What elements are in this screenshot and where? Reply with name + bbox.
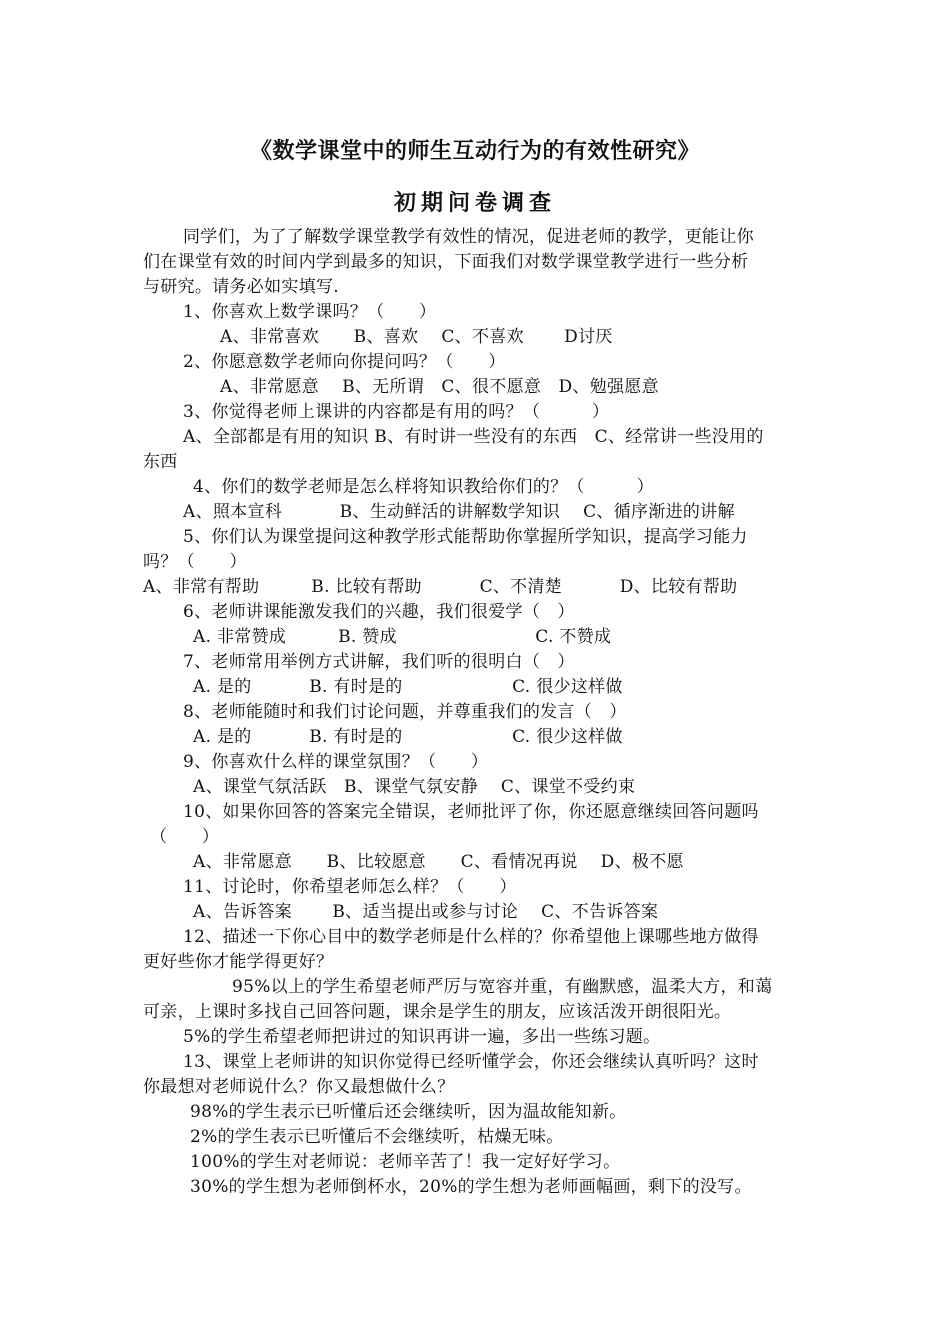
answer-line: 2%的学生表示已听懂后不会继续听，枯燥无味。 — [190, 1127, 564, 1147]
option-line: A、非常愿意 B、比较愿意 C、看情况再说 D、极不愿 — [193, 852, 684, 872]
option-line: A、非常有帮助 B. 比较有帮助 C、不清楚 D、比较有帮助 — [143, 577, 738, 597]
intro-line: 与研究。请务必如实填写. — [143, 277, 340, 297]
answer-line: 5%的学生希望老师把讲过的知识再讲一遍，多出一些练习题。 — [183, 1027, 661, 1047]
intro-line: 们在课堂有效的时间内学到最多的知识，下面我们对数学课堂教学进行一些分析 — [143, 252, 749, 272]
answer-line: 30%的学生想为老师倒杯水，20%的学生想为老师画幅画，剩下的没写。 — [190, 1177, 752, 1197]
question-line: 你最想对老师说什么？你又最想做什么？ — [143, 1077, 455, 1097]
question-line: 10、如果你回答的答案完全错误，老师批评了你，你还愿意继续回答问题吗 — [183, 802, 759, 822]
question-line: 1、你喜欢上数学课吗？（ ） — [183, 302, 437, 322]
question-line: 9、你喜欢什么样的课堂氛围？（ ） — [183, 752, 489, 772]
option-line: A. 是的 B. 有时是的 C. 很少这样做 — [193, 677, 623, 697]
document-subtitle: 初期问卷调查 — [393, 190, 556, 216]
question-line: 13、课堂上老师讲的知识你觉得已经听懂学会，你还会继续认真听吗？这时 — [183, 1052, 759, 1072]
question-line: 8、老师能随时和我们讨论问题，并尊重我们的发言（ ） — [183, 702, 627, 722]
question-line: 吗？（ ） — [143, 552, 247, 572]
option-line: A. 是的 B. 有时是的 C. 很少这样做 — [193, 727, 623, 747]
question-line: 11、讨论时，你希望老师怎么样？（ ） — [183, 877, 517, 897]
question-line: 2、你愿意数学老师向你提问吗？（ ） — [183, 352, 506, 372]
option-line: A、非常愿意 B、无所谓 C、很不愿意 D、勉强愿意 — [220, 377, 659, 397]
question-line: 12、描述一下你心目中的数学老师是什么样的？你希望他上课哪些地方做得 — [183, 927, 759, 947]
question-line: （ ） — [150, 827, 220, 847]
option-line: 东西 — [143, 452, 178, 472]
option-line: A. 非常赞成 B. 赞成 C. 不赞成 — [193, 627, 612, 647]
option-line: A、全部都是有用的知识 B、有时讲一些没有的东西 C、经常讲一些没用的 — [183, 427, 764, 447]
answer-line: 95%以上的学生希望老师严厉与宽容并重，有幽默感，温柔大方，和蔼 — [232, 977, 773, 997]
question-line: 7、老师常用举例方式讲解，我们听的很明白（ ） — [183, 652, 575, 672]
option-line: A、非常喜欢 B、喜欢 C、不喜欢 D讨厌 — [220, 327, 613, 347]
question-line: 4、你们的数学老师是怎么样将知识教给你们的？（ ） — [193, 477, 654, 497]
question-line: 3、你觉得老师上课讲的内容都是有用的吗？（ ） — [183, 402, 610, 422]
answer-line: 98%的学生表示已听懂后还会继续听，因为温故能知新。 — [190, 1102, 627, 1122]
question-line: 5、你们认为课堂提问这种教学形式能帮助你掌握所学知识，提高学习能力 — [183, 527, 748, 547]
question-line: 6、老师讲课能激发我们的兴趣，我们很爱学（ ） — [183, 602, 575, 622]
option-line: A、照本宣科 B、生动鲜活的讲解数学知识 C、循序渐进的讲解 — [183, 502, 735, 522]
answer-line: 可亲，上课时多找自己回答问题，课余是学生的朋友，应该活泼开朗很阳光。 — [143, 1002, 732, 1022]
answer-line: 100%的学生对老师说：老师辛苦了！我一定好好学习。 — [190, 1152, 621, 1172]
intro-line: 同学们，为了了解数学课堂教学有效性的情况，促进老师的教学，更能让你 — [183, 227, 754, 247]
document-title: 《数学课堂中的师生互动行为的有效性研究》 — [249, 138, 700, 164]
question-line: 更好些你才能学得更好？ — [143, 952, 334, 972]
option-line: A、课堂气氛活跃 B、课堂气氛安静 C、课堂不受约束 — [193, 777, 636, 797]
option-line: A、告诉答案 B、适当提出或参与讨论 C、不告诉答案 — [193, 902, 659, 922]
